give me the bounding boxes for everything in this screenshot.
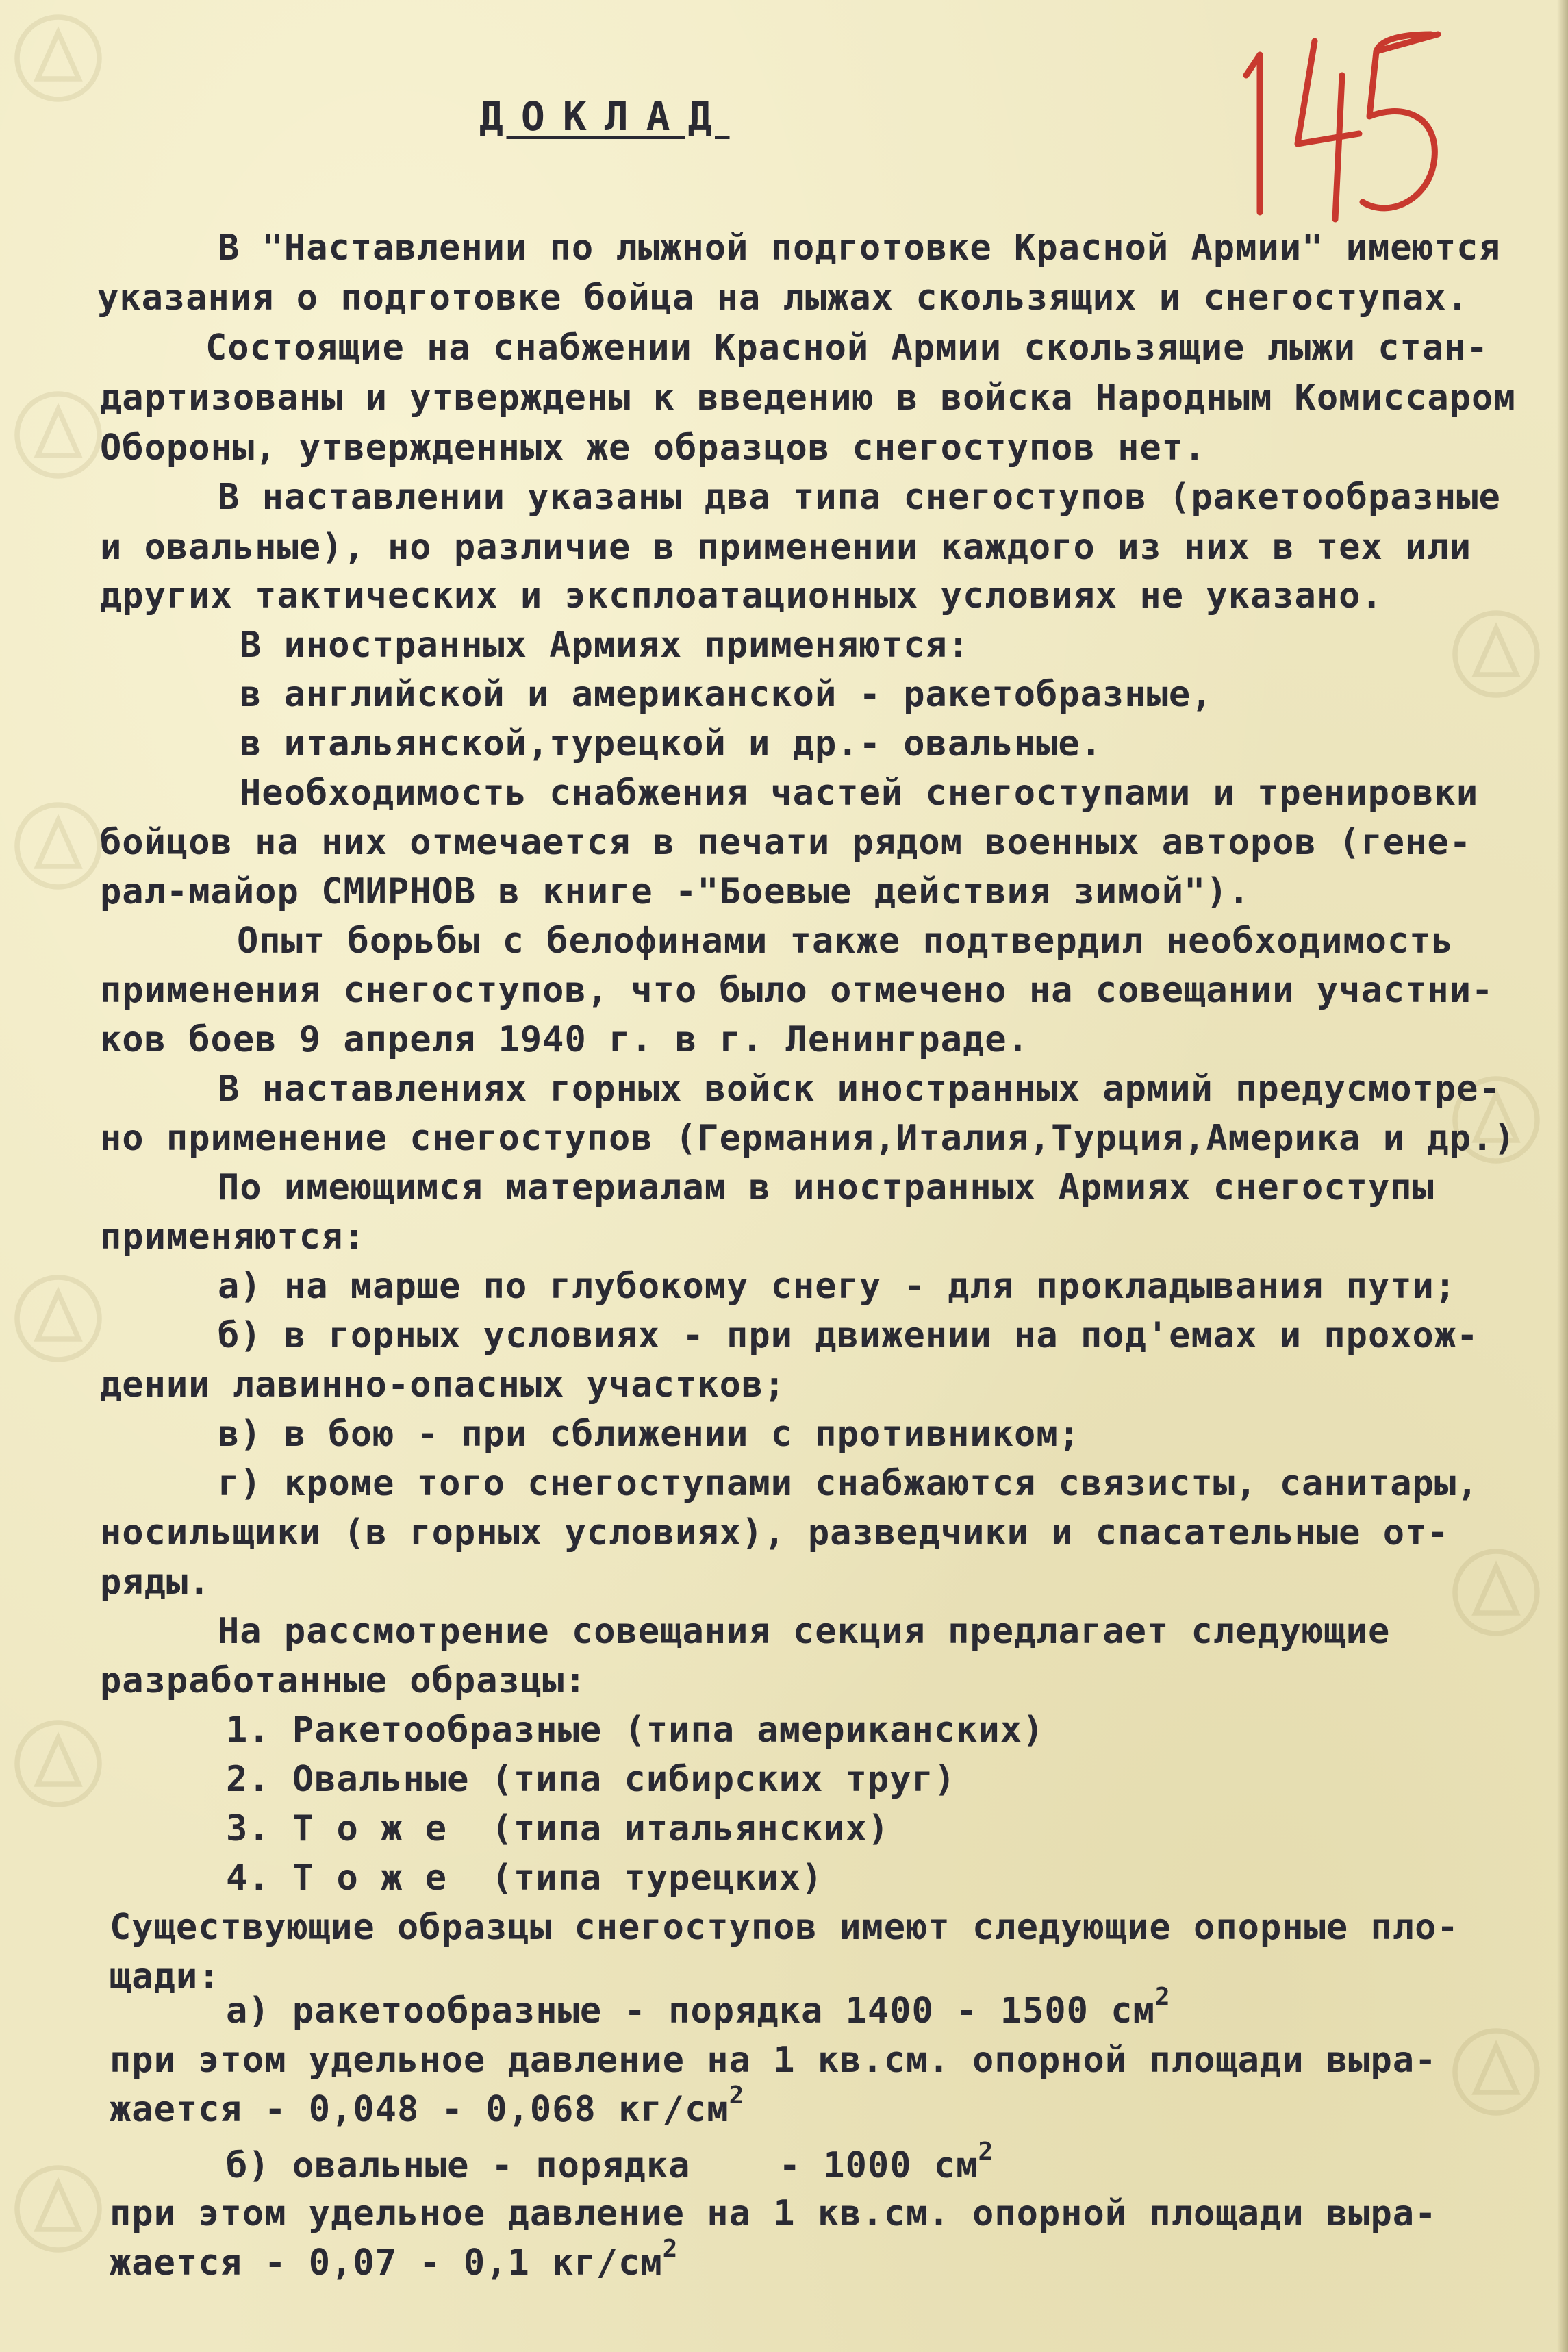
text-line: в итальянской,турецкой и др.- овальные. xyxy=(240,723,1102,764)
text-line-content: а) ракетообразные - порядка 1400 - 1500 см xyxy=(226,1990,1155,2031)
list-item: 2. Овальные (типа сибирских труг) xyxy=(226,1759,957,1800)
watermark-emblem-icon xyxy=(1445,1541,1547,1644)
text-line: Необходимость снабжения частей снегоступами и тренировки xyxy=(240,773,1479,814)
text-line: применения снегоступов, что было отмечено на совещании участни- xyxy=(100,970,1494,1011)
folio-number-handwritten xyxy=(1232,14,1452,233)
text-line: Обороны, утвержденных же образцов снегоступов нет. xyxy=(100,427,1206,468)
text-line: Опыт борьбы с белофинами также подтвердил необходимость xyxy=(237,921,1454,962)
watermark-emblem-icon xyxy=(7,1712,110,1815)
text-line: В наставлениях горных войск иностранных армий предусмотре- xyxy=(218,1068,1501,1110)
text-line: В иностранных Армиях применяются: xyxy=(240,625,970,666)
text-line xyxy=(226,1982,1171,2033)
text-line: дартизованы и утверждены к введению в войска Народным Комиссаром xyxy=(100,377,1516,418)
text-line: при этом удельное давление на 1 кв.см. опорной площади выра- xyxy=(110,2193,1437,2234)
page-edge-shadow xyxy=(1557,0,1568,2352)
text-line xyxy=(110,2081,745,2131)
text-line: в английской и американской - ракетобразные, xyxy=(240,674,1213,715)
watermark-emblem-icon xyxy=(7,384,110,486)
superscript-2: 2 xyxy=(978,2137,994,2166)
superscript-2: 2 xyxy=(729,2081,745,2110)
watermark-emblem-icon xyxy=(7,795,110,897)
watermark-emblem-icon xyxy=(1445,2021,1547,2123)
text-line: в) в бою - при сближении с противником; xyxy=(218,1414,1080,1455)
text-line: щади: xyxy=(110,1956,220,1997)
text-line xyxy=(110,2234,679,2285)
list-item: 1. Ракетообразные (типа американских) xyxy=(226,1710,1045,1751)
watermark-emblem-icon xyxy=(7,2157,110,2260)
text-line: Существующие образцы снегоступов имеют следующие опорные пло- xyxy=(110,1907,1459,1948)
text-line: Состоящие на снабжении Красной Армии скользящие лыжи стан- xyxy=(205,327,1489,368)
watermark-emblem-icon xyxy=(1445,603,1547,705)
superscript-2: 2 xyxy=(1154,1982,1171,2011)
text-line: дении лавинно-опасных участков; xyxy=(100,1364,786,1405)
text-line: и овальные), но различие в применении каждого из них в тех или xyxy=(100,527,1472,568)
text-line: но применение снегоступов (Германия,Италия,Турция,Америка и др.) xyxy=(100,1118,1516,1159)
text-line: г) кроме того снегоступами снабжаются связисты, санитары, xyxy=(218,1463,1479,1504)
text-line: при этом удельное давление на 1 кв.см. опорной площади выра- xyxy=(110,2040,1437,2081)
text-line: носильщики (в горных условиях), разведчики и спасательные от- xyxy=(100,1512,1450,1553)
text-line xyxy=(226,2137,994,2188)
text-line: бойцов на них отмечается в печати рядом военных авторов (гене- xyxy=(100,822,1472,863)
watermark-emblem-icon xyxy=(7,7,110,110)
text-line: указания о подготовке бойца на лыжах скользящих и снегоступах. xyxy=(97,277,1469,318)
text-line: ряды. xyxy=(100,1562,211,1603)
superscript-2: 2 xyxy=(662,2234,679,2263)
text-line-content: жается - 0,07 - 0,1 кг/см xyxy=(110,2242,663,2284)
watermark-emblem-icon xyxy=(7,1267,110,1370)
text-line: В наставлении указаны два типа снегоступов (ракетообразные xyxy=(218,477,1501,518)
list-item: 3. Т о ж е (типа итальянских) xyxy=(226,1808,890,1849)
text-line: разработанные образцы: xyxy=(100,1660,587,1701)
text-line: По имеющимся материалам в иностранных Армиях снегоступы xyxy=(218,1167,1434,1208)
text-line: рал-майор СМИРНОВ в книге -"Боевые действия зимой"). xyxy=(100,871,1250,912)
list-item: 4. Т о ж е (типа турецких) xyxy=(226,1857,824,1899)
text-line: На рассмотрение совещания секция предлагает следующие xyxy=(218,1611,1391,1652)
text-line: применяются: xyxy=(100,1216,366,1258)
text-line: ков боев 9 апреля 1940 г. в г. Ленинграде. xyxy=(100,1019,1029,1060)
document-title: ДОКЛАД xyxy=(479,93,730,140)
text-line-content: б) овальные - порядка - 1000 см xyxy=(226,2145,978,2186)
text-line: В "Наставлении по лыжной подготовке Красной Армии" имеются xyxy=(218,227,1501,268)
text-line: других тактических и эксплоатационных условиях не указано. xyxy=(100,575,1383,616)
text-line: а) на марше по глубокому снегу - для прокладывания пути; xyxy=(218,1266,1457,1307)
text-line-content: жается - 0,048 - 0,068 кг/см xyxy=(110,2089,729,2130)
text-line: б) в горных условиях - при движении на под'емах и прохож- xyxy=(218,1315,1479,1356)
